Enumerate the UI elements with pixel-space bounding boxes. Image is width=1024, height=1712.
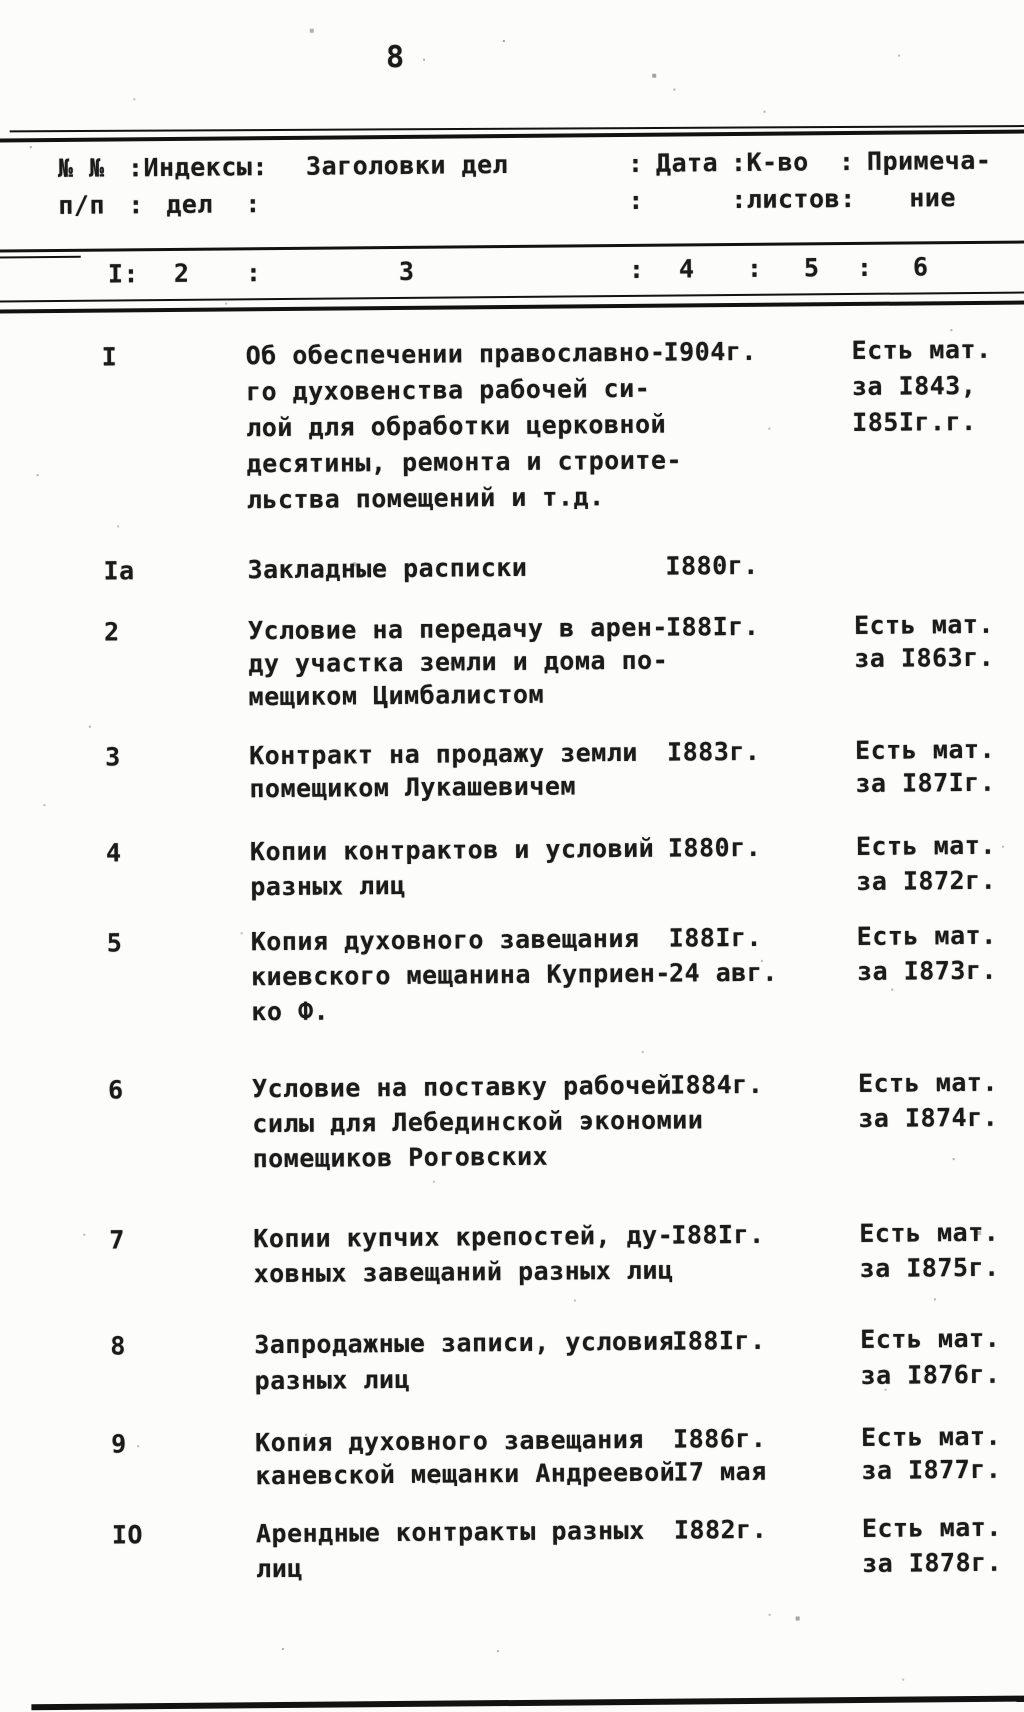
case-title (251, 921, 672, 1030)
case-note-line: за I876г. (860, 1359, 1001, 1390)
col-sep: : (628, 254, 645, 284)
header-col-qty-2: :листов: (731, 183, 856, 215)
case-title-line: помещиком Лукашевичем (249, 771, 577, 804)
case-number (109, 1222, 125, 1257)
table-row (3, 1215, 1024, 1289)
case-note-line: Есть мат. (857, 1067, 999, 1098)
case-note-line: за I875г. (859, 1252, 1000, 1283)
case-note-line: Есть мат. (853, 609, 995, 641)
case-title (248, 611, 669, 714)
case-note-line: I85Iг.г. (852, 406, 977, 438)
case-title-line: го духовенства рабочей си- (245, 373, 651, 407)
case-title (253, 1218, 673, 1292)
case-title (252, 1067, 704, 1176)
col-number-6: 6 (912, 252, 929, 282)
table-row (2, 1065, 1024, 1174)
case-note-line: за I87Iг. (855, 767, 996, 799)
case-title (256, 1513, 645, 1586)
case-date-line: I884г. (669, 1069, 764, 1100)
header-col-num: № № (57, 153, 105, 183)
case-title-line: Копия духовного завещания (254, 1424, 645, 1458)
case-title-line: разных лиц (250, 870, 406, 902)
case-date (670, 1067, 764, 1103)
header-col-titles: Заголовки дел (305, 150, 509, 181)
page-number: 8 (385, 39, 405, 76)
case-date (671, 1217, 765, 1253)
case-number (106, 835, 122, 870)
case-note-line: за I874г. (858, 1102, 999, 1133)
case-title-line: Контракт на продажу земли (248, 737, 639, 771)
case-note-line: Есть мат. (861, 1512, 1002, 1543)
case-title-line: Копии контрактов и условий (249, 833, 655, 867)
case-number-text: IO (111, 1520, 144, 1550)
table-row (1, 918, 1024, 1027)
case-note-line: за I877г. (861, 1454, 1002, 1485)
table-row (6, 1510, 1024, 1584)
table-row (5, 1420, 1024, 1491)
header-colon: : (128, 190, 144, 220)
case-number-text: Iа (103, 556, 135, 586)
case-number-text: 9 (110, 1429, 127, 1459)
case-number (105, 740, 121, 773)
case-number-text: 7 (109, 1225, 126, 1255)
page-bottom-rule (31, 1695, 1024, 1710)
case-date-line: I88Iг. (671, 1219, 765, 1250)
case-note-line: Есть мат. (860, 1323, 1001, 1354)
case-number-text: 2 (103, 617, 120, 647)
case-number-text: 4 (105, 838, 122, 868)
case-number (108, 1072, 124, 1107)
case-date (669, 920, 778, 991)
case-note-line: Есть мат. (851, 334, 992, 366)
case-date-line: I7 мая (673, 1456, 767, 1487)
col-number-2: 2 (173, 258, 190, 288)
case-note-line: за I863г. (854, 642, 995, 674)
case-note-line: Есть мат. (855, 830, 997, 861)
case-date-line: 24 авг. (668, 957, 779, 988)
table-row (0, 828, 1024, 902)
header-col-qty: :К-во (730, 147, 809, 178)
case-note (854, 608, 995, 675)
case-number-text: 8 (110, 1331, 126, 1361)
case-number-text: 5 (106, 928, 123, 958)
case-note (857, 918, 998, 989)
case-number-text: I (101, 342, 118, 372)
header-colon: : (245, 189, 261, 219)
case-note (856, 828, 997, 899)
case-title-line: Закладные расписки (247, 552, 528, 585)
header-note-colon: : (838, 146, 855, 177)
case-number-text: 6 (107, 1075, 124, 1105)
case-date-line: I880г. (667, 832, 762, 863)
case-title (254, 1324, 675, 1400)
case-date-line: I88Iг. (668, 922, 763, 953)
case-title (255, 1423, 675, 1493)
case-date (663, 334, 757, 371)
case-note (862, 1510, 1003, 1581)
case-note (851, 332, 992, 441)
case-title-line: Условие на передачу в арен- (247, 612, 669, 646)
column-numbers-rule-lower (0, 300, 1024, 313)
case-note-line: за I872г. (856, 865, 997, 896)
case-title-line: ко Ф. (251, 996, 330, 1027)
case-number (107, 925, 123, 960)
case-title-line: каневской мещанки Андреевой (255, 1457, 676, 1491)
case-date (668, 830, 762, 866)
case-number (104, 615, 120, 648)
case-title (245, 335, 682, 519)
case-title-line: силы для Лебединской экономии (252, 1105, 704, 1139)
case-date-line: I880г. (665, 550, 759, 581)
header-col-note: Примеча- (866, 145, 992, 176)
case-title-line: лиц (256, 1553, 303, 1584)
case-date (667, 735, 761, 769)
table-row (0, 332, 1019, 515)
case-note-line: за I878г. (862, 1547, 1003, 1578)
table-row (0, 608, 1022, 712)
table-row (0, 733, 1023, 804)
case-title-line: помещиков Роговских (252, 1141, 549, 1174)
case-date-line: I88Iг. (665, 611, 760, 642)
case-title-line: Копия духовного завещания (250, 923, 640, 957)
case-date-line: I904г. (663, 336, 758, 367)
case-note (860, 1321, 1001, 1394)
header-colon: : (628, 185, 644, 215)
case-title-line: десятины, ремонта и строите- (246, 445, 683, 479)
case-note-line: Есть мат. (859, 1217, 1000, 1248)
case-note (858, 1065, 999, 1136)
case-date (666, 610, 760, 644)
case-title-line: Запродажные записи, условия (254, 1326, 675, 1360)
header-date-colon: : (627, 148, 644, 178)
case-title-line: Арендные контракты разных (255, 1515, 645, 1549)
case-title-line: лой для обработки церковной (246, 409, 667, 443)
case-date-line: I886г. (672, 1423, 767, 1454)
case-date-line: I882г. (673, 1514, 768, 1545)
case-title-line: разных лиц (254, 1364, 411, 1396)
case-date-line: I88Iг. (672, 1325, 766, 1356)
case-note-line: Есть мат. (856, 920, 997, 951)
col-sep: : (746, 253, 763, 283)
case-note (855, 733, 996, 800)
case-title-line: мещиком Цимбалистом (248, 679, 545, 712)
case-date (673, 1422, 767, 1489)
col-number-5: 5 (803, 253, 820, 283)
case-date (665, 548, 759, 584)
case-note (861, 1420, 1002, 1487)
case-number (111, 1427, 127, 1460)
header-col-note-2: ние (909, 183, 957, 213)
case-title-line: Условие на поставку рабочей (251, 1070, 673, 1104)
table-row (4, 1321, 1024, 1396)
case-title-line: киевского мещанина Куприен- (250, 958, 672, 992)
case-title (250, 831, 655, 905)
case-title-line: Копии купчих крепостей, ду- (253, 1220, 674, 1254)
case-title (247, 550, 527, 587)
case-title-line: ховных завещаний разных лиц (253, 1255, 674, 1289)
case-title (249, 736, 638, 805)
col-sep: : (856, 252, 873, 282)
case-date (672, 1323, 766, 1360)
case-number (112, 1517, 143, 1552)
case-number (110, 1328, 126, 1364)
case-note-line: за I873г. (856, 955, 998, 986)
header-bottom-rule (0, 240, 1024, 252)
case-note-line: Есть мат. (854, 734, 996, 766)
case-title-line: ду участка земли и дома по- (248, 645, 669, 679)
case-number-text: 3 (104, 742, 121, 772)
header-bottom-rule-left (0, 256, 81, 259)
case-note-line: за I843, (851, 370, 977, 402)
case-title-line: льства помещений и т.д. (246, 482, 605, 515)
case-number (103, 553, 134, 588)
header-col-index-2: дел (166, 189, 214, 219)
table-row (0, 546, 1021, 586)
header-col-date: Дата (655, 148, 719, 178)
case-date (674, 1512, 768, 1548)
col-number-3: 3 (398, 256, 415, 286)
case-note (859, 1215, 1000, 1286)
col-number-4: 4 (678, 254, 695, 284)
header-col-index: :Индексы: (127, 152, 269, 183)
header-col-num-2: п/п (58, 190, 106, 220)
case-note-line: Есть мат. (860, 1421, 1002, 1452)
col-number-1: I: (107, 259, 140, 289)
col-sep: : (245, 258, 262, 288)
case-date-line: I883г. (666, 736, 761, 767)
case-number (101, 339, 117, 375)
case-title-line: Об обеспечении православно- (245, 337, 666, 371)
